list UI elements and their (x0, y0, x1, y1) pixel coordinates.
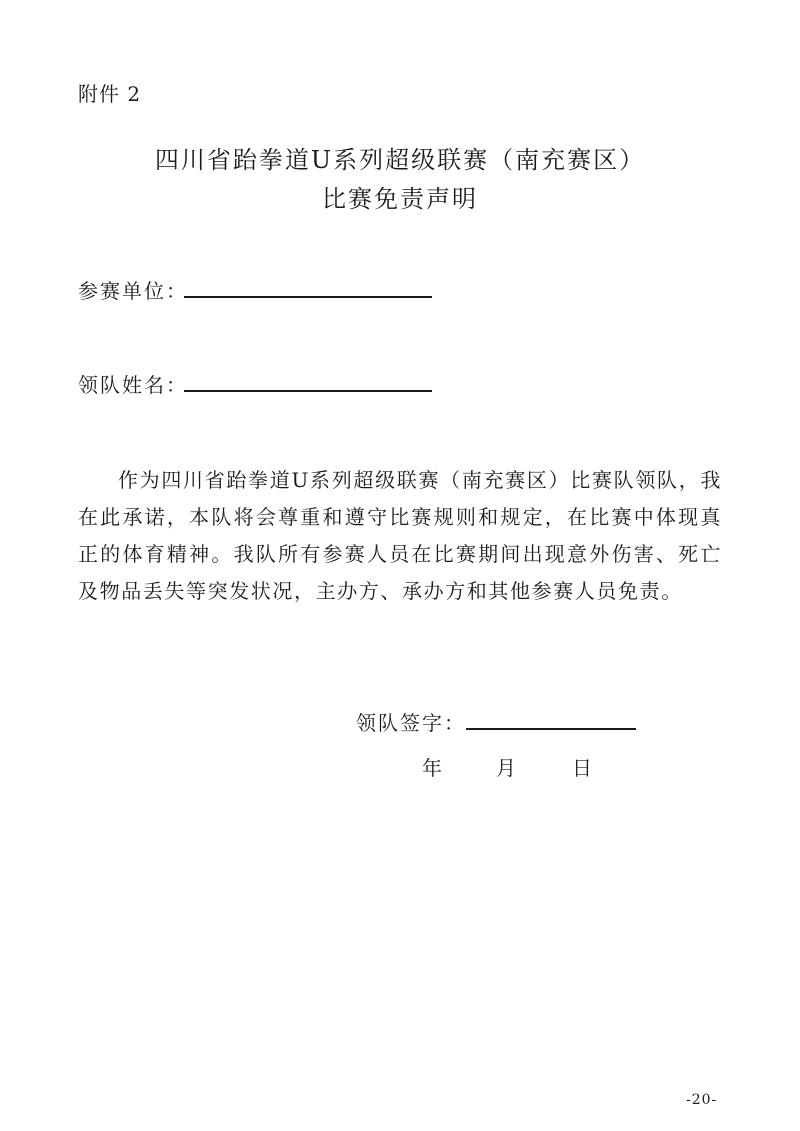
date-day-label: 日 (572, 756, 592, 780)
unit-field-line (184, 296, 432, 298)
leader-name-field-label: 领队姓名： (78, 373, 188, 397)
page-number: -20- (686, 1092, 718, 1108)
document-title: 四川省跆拳道U系列超级联赛（南充赛区） (154, 146, 646, 174)
declaration-paragraph: 作为四川省跆拳道U系列超级联赛（南充赛区）比赛队领队，我在此承诺，本队将会尊重和遵守比赛规则和规定，在比赛中体现真正的体育精神。我队所有参赛人员在比赛期间出现意外伤害、死亡及物品丢失等突发状况，主办方、承办方和其他参赛人员免责。 (78, 468, 722, 603)
date-month-label: 月 (496, 756, 516, 780)
date-year-label: 年 (422, 756, 442, 780)
signature-line (466, 728, 636, 730)
leader-name-field-line (184, 390, 432, 392)
attachment-label: 附件 2 (78, 82, 142, 106)
unit-field-label: 参赛单位： (78, 279, 188, 303)
document-subtitle: 比赛免责声明 (322, 185, 478, 213)
signature-label: 领队签字： (356, 711, 466, 735)
